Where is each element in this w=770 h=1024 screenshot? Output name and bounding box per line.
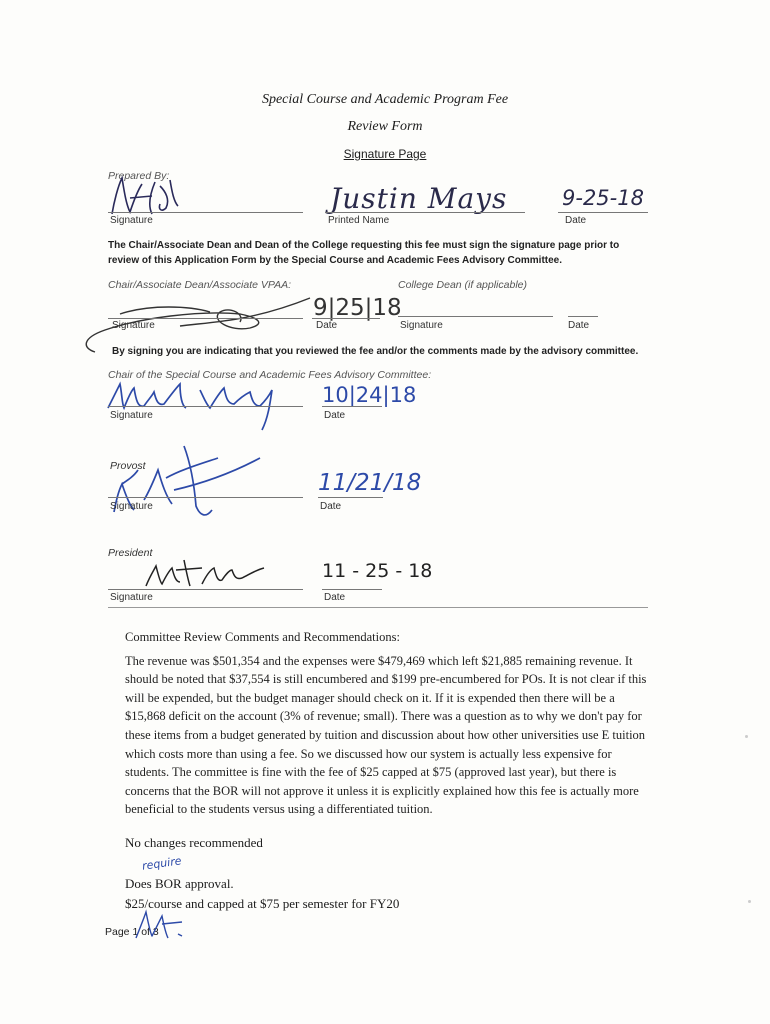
committee-chair-label: Chair of the Special Course and Academic Fees Advisory Committee:	[108, 369, 432, 381]
prepared-date-value: 9-25-18	[562, 186, 644, 210]
president-date-label: Date	[324, 592, 346, 603]
president-date-value: 11 - 25 - 18	[322, 560, 433, 582]
committee-comments	[125, 628, 650, 819]
printed-name-label: Printed Name	[328, 215, 390, 226]
president-label: President	[108, 547, 153, 559]
provost-label: Provost	[110, 460, 146, 472]
comments-body: The revenue was $501,354 and the expenses were $479,469 which left $21,885 remaining revenue. It should be noted that $37,554 is still encumbered and $199 pre-encumbered for POs. It is not clear if this will be expended, but the budget manager should check on it. If it is expended then there will be a $15,868 deficit on the account (3% of revenue; small). There was a question as to why we don't pay for these items from a budget generated by tuition and discussion about how other universities use E tuition which costs more than using a fee. So we discussed how our system is actually less expensive for students. The committee is fine with the fee of $25 capped at $75 (approved last year), but there is concerns that the BOR will not approve it unless it is explicitly explained how this fee is actually more beneficial to the students versus using a differentiated tuition.	[125, 653, 647, 817]
bor-approval-line: Does BOR approval.	[125, 876, 234, 891]
chair-date-label: Date	[316, 320, 338, 331]
chair-date-value: 9|25|18	[313, 295, 402, 321]
president-signature-label: Signature	[110, 592, 153, 603]
handwritten-insert: require	[141, 854, 183, 873]
signing-instruction: The Chair/Associate Dean and Dean of the College requesting this fee must sign the signature page prior to review of this Application Form by the Special Course and Academic Fees Advisory Committee.	[108, 240, 620, 266]
advisory-note: By signing you are indicating that you reviewed the fee and/or the comments made by the advisory committee.	[112, 346, 639, 357]
provost-date-value: 11/21/18	[318, 470, 422, 496]
initials-mark	[132, 908, 192, 944]
section-heading: Signature Page	[343, 147, 427, 161]
section-divider	[108, 607, 648, 608]
dean-signature-label: Signature	[400, 320, 443, 331]
form-title: Special Course and Academic Program Fee	[261, 92, 509, 107]
form-subtitle: Review Form	[347, 119, 423, 134]
chair-signature-label: Signature	[112, 320, 155, 331]
president-signature	[140, 556, 280, 592]
provost-signature-label: Signature	[110, 501, 153, 512]
fee-line: $25/course and capped at $75 per semester for FY20	[125, 896, 400, 911]
comments-heading: Committee Review Comments and Recommendations:	[125, 630, 400, 644]
dean-date-label: Date	[568, 320, 590, 331]
committee-chair-date-value: 10|24|18	[322, 383, 417, 407]
prepared-date-label: Date	[565, 215, 587, 226]
committee-chair-date-label: Date	[324, 410, 346, 421]
provost-date-label: Date	[320, 501, 342, 512]
college-dean-label: College Dean (if applicable)	[398, 279, 527, 291]
no-changes-text: No changes recommended	[125, 835, 263, 850]
chair-associate-dean-label: Chair/Associate Dean/Associate VPAA:	[108, 279, 292, 291]
prepared-by-label: Prepared By:	[108, 170, 170, 182]
preparer-signature-label: Signature	[110, 215, 153, 226]
page-number: Page 1 of 3	[105, 926, 159, 938]
printed-name-value: Justin Mays	[330, 182, 508, 215]
committee-chair-signature-label: Signature	[110, 410, 153, 421]
